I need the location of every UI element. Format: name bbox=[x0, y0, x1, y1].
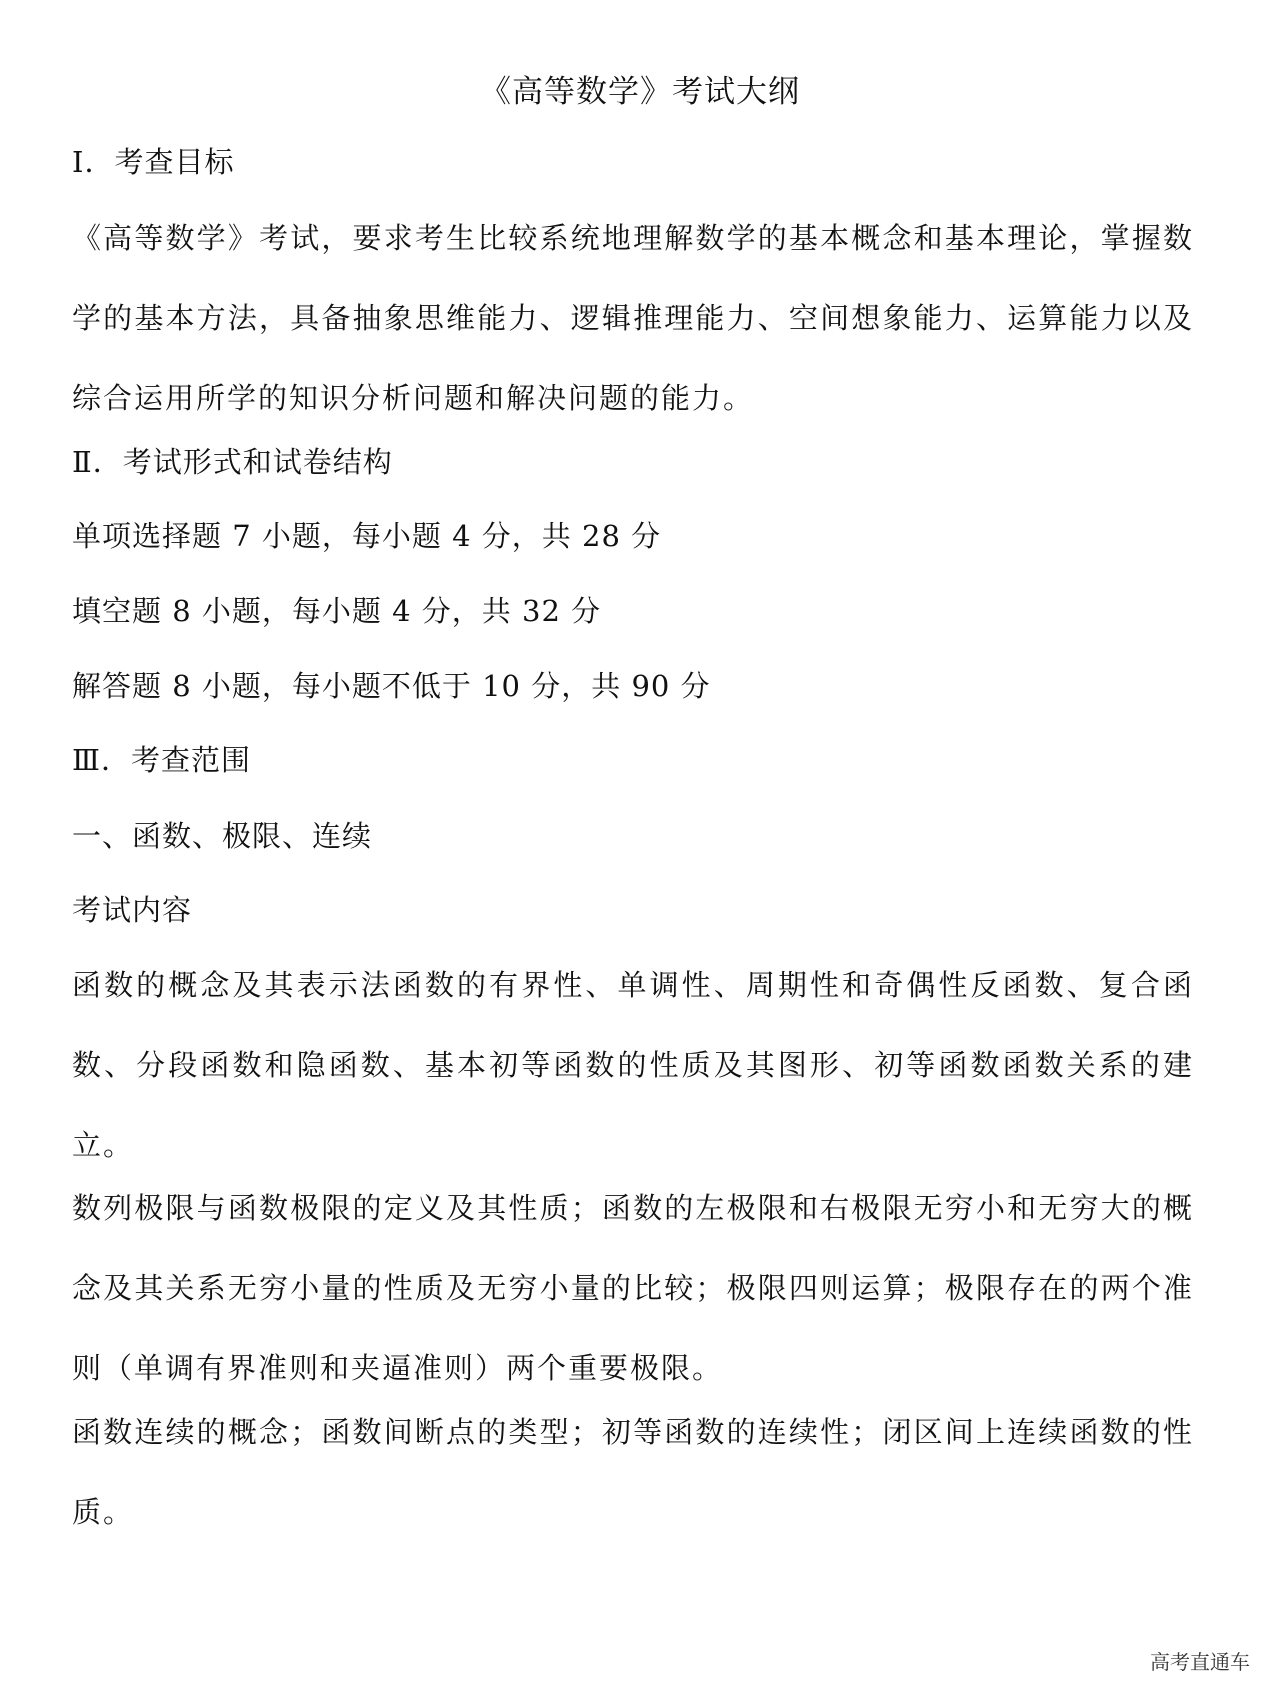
content-paragraph-limits: 数列极限与函数极限的定义及其性质；函数的左极限和右极限无穷小和无穷大的概念及其关系无穷小量的性质及无穷小量的比较；极限四则运算；极限存在的两个准则（单调有界准则和夹逼准则）两个重要极限。 bbox=[72, 1191, 1194, 1385]
section-heading-scope: Ⅲ．考查范围 bbox=[72, 743, 251, 777]
objectives-paragraph: 《高等数学》考试，要求考生比较系统地理解数学的基本概念和基本理论，掌握数学的基本方法，具备抽象思维能力、逻辑推理能力、空间想象能力、运算能力以及综合运用所学的知识分析问题和解决问题的能力。 bbox=[72, 221, 1194, 415]
content-label: 考试内容 bbox=[72, 893, 193, 927]
document-title: 《高等数学》考试大纲 bbox=[480, 74, 800, 110]
section-heading-objectives: Ⅰ．考查目标 bbox=[72, 145, 235, 179]
content-paragraph-functions: 函数的概念及其表示法函数的有界性、单调性、周期性和奇偶性反函数、复合函数、分段函数和隐函数、基本初等函数的性质及其图形、初等函数函数关系的建立。 bbox=[72, 968, 1194, 1162]
scope-subheading: 一、函数、极限、连续 bbox=[72, 819, 373, 853]
format-item-answer: 解答题 8 小题，每小题不低于 10 分，共 90 分 bbox=[72, 669, 711, 703]
section-heading-format: Ⅱ．考试形式和试卷结构 bbox=[72, 445, 393, 479]
content-paragraph-continuity: 函数连续的概念；函数间断点的类型；初等函数的连续性；闭区间上连续函数的性质。 bbox=[72, 1415, 1194, 1529]
format-item-multiple-choice: 单项选择题 7 小题，每小题 4 分，共 28 分 bbox=[72, 519, 662, 553]
watermark-text: 高考直通车 bbox=[1150, 1650, 1250, 1674]
format-item-fill-blank: 填空题 8 小题，每小题 4 分，共 32 分 bbox=[72, 594, 602, 628]
